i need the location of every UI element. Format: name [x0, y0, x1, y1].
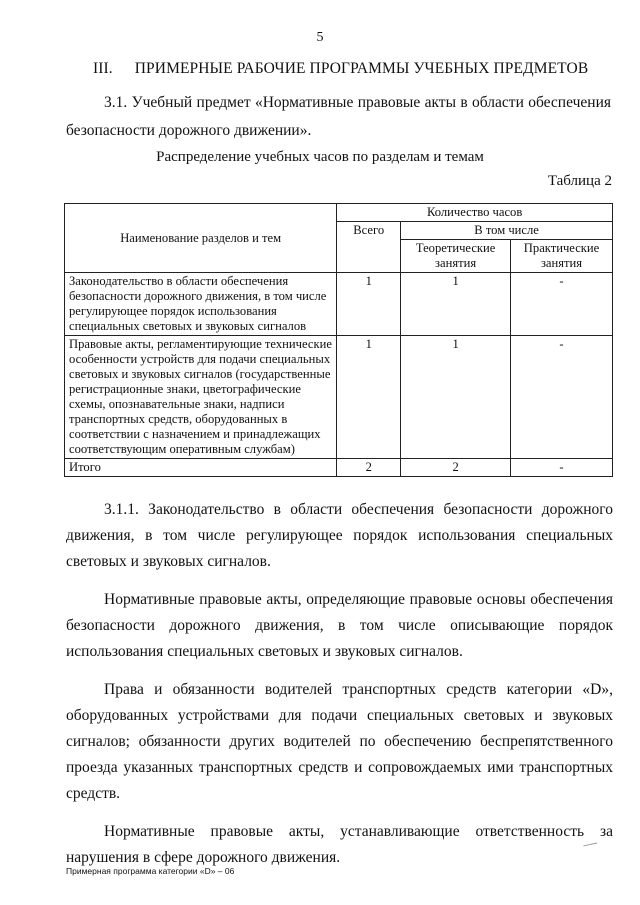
table-label: Таблица 2	[547, 173, 612, 189]
row-total: 1	[337, 336, 401, 459]
table-total-row	[65, 459, 613, 477]
row-name: Правовые акты, регламентирующие технические особенности устройств для подачи специальных световых и звуковых сигналов (государственные регистрационные знаки, цветографические схемы, опознавательные знаки, надписи транспортных средств, оборудованных в соответствии с назначением и принадлежащих соответствующим оперативным службам)	[65, 336, 337, 459]
table-row	[65, 336, 613, 459]
total-label: Итого	[65, 459, 337, 477]
subject-heading	[66, 89, 611, 145]
body-text	[66, 497, 613, 883]
page-number: 5	[316, 30, 324, 45]
total-hours: 2	[337, 459, 401, 477]
paragraph: Нормативные правовые акты, устанавливающие ответственность за нарушения в сфере дорожного движения.	[66, 823, 613, 866]
row-practice: -	[511, 336, 613, 459]
table-header-row	[65, 204, 613, 222]
header-total: Всего	[337, 222, 401, 273]
section-heading	[93, 60, 588, 78]
page-footer: Примерная программа категории «D» – 06	[66, 866, 235, 876]
row-total: 1	[337, 273, 401, 336]
row-theory: 1	[401, 336, 511, 459]
header-practice: Практические занятия	[511, 240, 613, 273]
section-title: ПРИМЕРНЫЕ РАБОЧИЕ ПРОГРАММЫ УЧЕБНЫХ ПРЕДМЕТОВ	[134, 60, 589, 77]
subject-text: 3.1. Учебный предмет «Нормативные правовые акты в области обеспечения безопасности дорожного движении».	[66, 94, 611, 139]
header-name: Наименование разделов и тем	[65, 204, 337, 273]
total-practice: -	[511, 459, 613, 477]
header-including: В том числе	[401, 222, 613, 240]
total-theory: 2	[401, 459, 511, 477]
row-practice: -	[511, 273, 613, 336]
paragraph: Нормативные правовые акты, определяющие правовые основы обеспечения безопасности дорожного движения, в том числе описывающие порядок использования специальных световых и звуковых сигналов.	[66, 591, 613, 660]
table-row	[65, 273, 613, 336]
paragraph: Права и обязанности водителей транспортных средств категории «D», оборудованных устройствами для подачи специальных световых и звуковых сигналов; обязанности других водителей по обеспечению беспрепятственного проезда указанных транспортных средств и сопровождаемых ими транспортных средств.	[66, 681, 613, 802]
paragraph: 3.1.1. Законодательство в области обеспечения безопасности дорожного движения, в том числе регулирующее порядок использования специальных световых и звуковых сигналов.	[66, 501, 613, 570]
header-hours: Количество часов	[337, 204, 613, 222]
header-theory: Теоретические занятия	[401, 240, 511, 273]
row-name: Законодательство в области обеспечения безопасности дорожного движения, в том числе регулирующее порядок использования специальных световых и звуковых сигналов	[65, 273, 337, 336]
row-theory: 1	[401, 273, 511, 336]
hours-table	[64, 203, 613, 477]
distribution-title: Распределение учебных часов по разделам и темам	[156, 149, 484, 165]
section-roman-numeral: III.	[93, 60, 113, 77]
